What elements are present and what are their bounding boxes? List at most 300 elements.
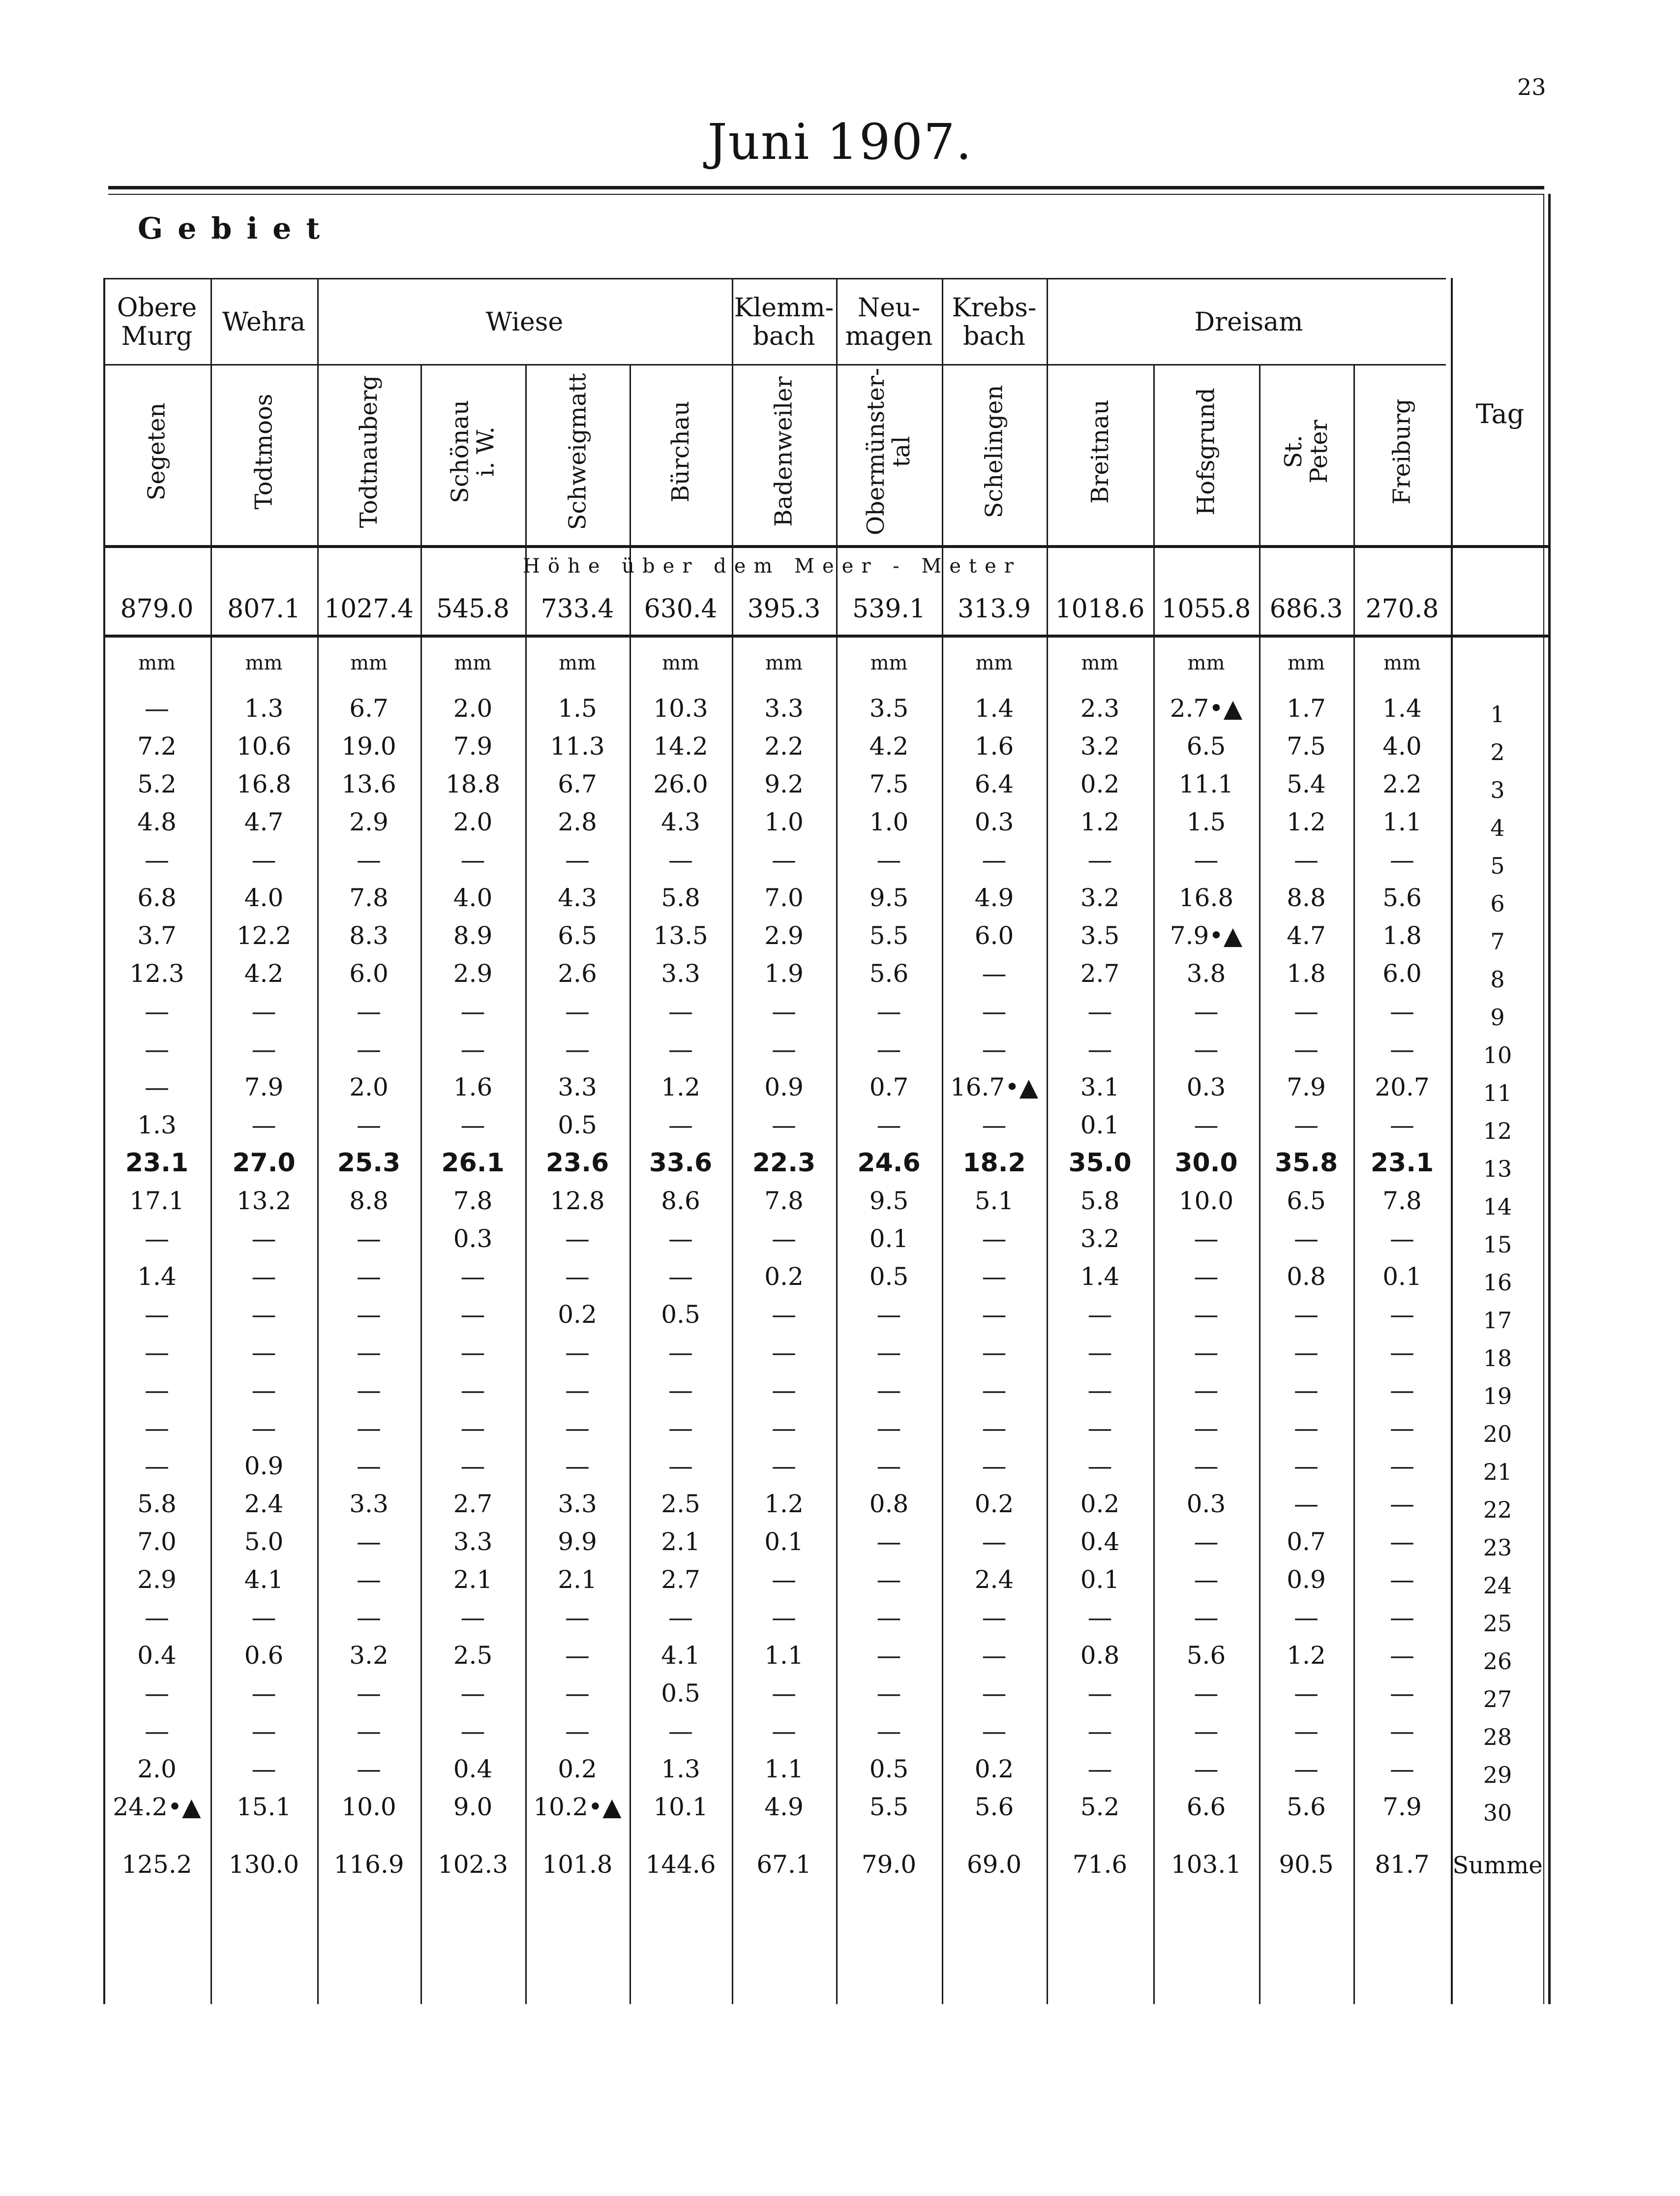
table-cell: — (460, 1035, 485, 1064)
table-cell: 1.1 (1382, 808, 1422, 836)
table-cell: — (357, 1224, 381, 1253)
table-cell: 3.2 (1080, 884, 1120, 912)
table-cell: 4.9 (974, 884, 1014, 912)
day-number: 29 (1483, 1762, 1512, 1788)
table-cell: 1.4 (1382, 694, 1422, 723)
table-cell: 8.8 (1287, 884, 1326, 912)
table-cell: — (357, 1035, 381, 1064)
table-cell: 1.0 (869, 808, 909, 836)
station-header (1353, 366, 1451, 536)
table-cell: 12.3 (129, 959, 184, 988)
table-cell: 1.7 (1287, 694, 1326, 723)
table-cell: 23.1 (1370, 1148, 1434, 1178)
table-cell: — (251, 1262, 276, 1291)
table-cell: — (668, 1111, 693, 1139)
table-cell: — (668, 1414, 693, 1442)
table-cell: 4.3 (661, 808, 700, 836)
group-underline (103, 364, 1446, 366)
table-cell: 10.1 (653, 1793, 708, 1821)
day-number: 8 (1490, 966, 1505, 993)
table-cell: 3.2 (1080, 1224, 1120, 1253)
table-cell: — (145, 1452, 169, 1480)
table-cell: 2.2 (1382, 770, 1422, 798)
table-cell: 9.5 (869, 884, 909, 912)
table-cell: — (1390, 1300, 1414, 1329)
table-cell: — (251, 1755, 276, 1783)
table-cell: — (1194, 1224, 1219, 1253)
table-cell: 5.0 (244, 1527, 284, 1556)
table-cell: — (1390, 1376, 1414, 1404)
table-cell: 11.3 (550, 732, 605, 761)
table-cell: — (1390, 1490, 1414, 1518)
station-header (525, 366, 630, 536)
station-name: Schönau i. W. (446, 399, 500, 503)
table-cell: 1.2 (1080, 808, 1120, 836)
day-number: 28 (1483, 1724, 1512, 1750)
table-cell: — (145, 1376, 169, 1404)
table-cell: 2.9 (349, 808, 389, 836)
total-cell: 125.2 (121, 1850, 192, 1879)
table-cell: 5.6 (1186, 1641, 1226, 1670)
total-cell: 101.8 (542, 1850, 613, 1879)
day-number: 17 (1483, 1307, 1512, 1334)
table-cell: — (251, 1338, 276, 1367)
table-cell: — (565, 1338, 590, 1367)
table-cell: — (1390, 997, 1414, 1026)
station-name: Hofsgrund (1192, 387, 1220, 516)
day-number: 5 (1490, 853, 1505, 879)
table-cell: 6.0 (974, 921, 1014, 950)
table-cell: — (1294, 1679, 1319, 1708)
table-cell: 9.2 (764, 770, 804, 798)
table-cell: 1.4 (1080, 1262, 1120, 1291)
table-cell: — (145, 1679, 169, 1708)
table-cell: 35.0 (1068, 1148, 1132, 1178)
table-cell: — (1194, 1111, 1219, 1139)
elevation-value: 879.0 (120, 594, 194, 624)
table-cell: — (1194, 1527, 1219, 1556)
station-name: Badenweiler (770, 376, 798, 527)
table-cell: 0.2 (974, 1755, 1014, 1783)
table-cell: 4.7 (244, 808, 284, 836)
table-cell: — (1294, 997, 1319, 1026)
table-cell: 5.4 (1287, 770, 1326, 798)
table-cell: — (982, 1035, 1007, 1064)
table-cell: — (251, 1111, 276, 1139)
table-cell: — (876, 1641, 901, 1670)
stations-underline (103, 545, 1549, 548)
table-cell: 26.0 (653, 770, 708, 798)
table-cell: — (565, 1679, 590, 1708)
table-cell: — (1294, 1717, 1319, 1745)
table-cell: — (251, 1376, 276, 1404)
table-cell: — (251, 1035, 276, 1064)
day-number: 10 (1483, 1042, 1512, 1068)
table-cell: — (982, 1338, 1007, 1367)
table-cell: — (668, 1452, 693, 1480)
table-cell: 10.3 (653, 694, 708, 723)
table-cell: — (251, 1717, 276, 1745)
page-number: 23 (1517, 74, 1546, 100)
table-cell: — (772, 1035, 796, 1064)
table-cell: — (1294, 1414, 1319, 1442)
table-cell: — (460, 1300, 485, 1329)
table-cell: 1.2 (661, 1073, 700, 1101)
station-name: Segeten (143, 402, 171, 501)
station-header (103, 366, 210, 536)
table-cell: — (982, 1641, 1007, 1670)
station-header (317, 366, 420, 536)
table-cell: — (772, 1224, 796, 1253)
table-cell: — (982, 1527, 1007, 1556)
table-cell: — (1194, 1603, 1219, 1632)
table-cell: 0.4 (1080, 1527, 1120, 1556)
table-cell: — (668, 846, 693, 874)
table-cell: 5.6 (974, 1793, 1014, 1821)
day-number: 9 (1490, 1004, 1505, 1031)
table-cell: 5.6 (1287, 1793, 1326, 1821)
day-number: 1 (1490, 701, 1505, 728)
table-cell: 2.2 (764, 732, 804, 761)
total-cell: 90.5 (1279, 1850, 1334, 1879)
day-number: 12 (1483, 1118, 1512, 1144)
table-cell: 0.2 (558, 1755, 597, 1783)
table-cell: 3.3 (453, 1527, 493, 1556)
table-cell: — (145, 997, 169, 1026)
table-cell: 1.5 (1186, 808, 1226, 836)
unit-label: mm (1383, 652, 1421, 674)
table-cell: 2.7 (1080, 959, 1120, 988)
table-cell: 0.2 (1080, 770, 1120, 798)
table-cell: — (668, 1224, 693, 1253)
unit-label: mm (454, 652, 492, 674)
table-cell: — (1294, 1224, 1319, 1253)
table-cell: — (357, 1414, 381, 1442)
total-cell: 102.3 (437, 1850, 509, 1879)
day-number: 22 (1483, 1496, 1512, 1523)
table-cell: 17.1 (129, 1187, 184, 1215)
table-cell: — (251, 1603, 276, 1632)
table-cell: 4.0 (244, 884, 284, 912)
table-cell: 2.5 (453, 1641, 493, 1670)
table-cell: — (876, 1565, 901, 1594)
table-cell: — (460, 1338, 485, 1367)
station-header (732, 366, 836, 536)
total-cell: 144.6 (645, 1850, 716, 1879)
day-number: 27 (1483, 1686, 1512, 1712)
table-cell: 1.9 (764, 959, 804, 988)
table-cell: — (772, 1111, 796, 1139)
table-cell: — (357, 1111, 381, 1139)
table-cell: 2.0 (453, 808, 493, 836)
table-cell: 19.0 (341, 732, 396, 761)
table-cell: — (357, 1338, 381, 1367)
page-title: Juni 1907. (707, 113, 973, 171)
station-header (210, 366, 317, 536)
day-number: 26 (1483, 1648, 1512, 1675)
table-cell: 23.1 (125, 1148, 189, 1178)
group-header: Krebs- bach (952, 293, 1037, 351)
table-cell: 0.3 (453, 1224, 493, 1253)
table-cell: — (1087, 1717, 1112, 1745)
table-cell: 8.3 (349, 921, 389, 950)
table-cell: — (1294, 1300, 1319, 1329)
table-cell: 2.4 (974, 1565, 1014, 1594)
table-cell: — (565, 846, 590, 874)
table-cell: — (1087, 1755, 1112, 1783)
elevation-underline (103, 635, 1549, 638)
table-cell: 24.6 (857, 1148, 921, 1178)
table-cell: — (1294, 1490, 1319, 1518)
table-cell: — (1087, 1414, 1112, 1442)
station-header (1259, 366, 1353, 536)
gebiet-underline (103, 278, 1446, 279)
unit-label: mm (975, 652, 1013, 674)
station-header (1047, 366, 1153, 536)
table-cell: — (1087, 846, 1112, 874)
table-cell: — (1194, 997, 1219, 1026)
station-name: Todtmoos (250, 393, 278, 510)
table-cell: — (772, 1565, 796, 1594)
table-cell: 6.4 (974, 770, 1014, 798)
table-cell: — (565, 1224, 590, 1253)
day-number: 2 (1490, 739, 1505, 765)
table-cell: — (1087, 1679, 1112, 1708)
table-cell: 9.9 (558, 1527, 597, 1556)
table-cell: — (982, 1679, 1007, 1708)
table-cell: — (772, 1414, 796, 1442)
table-cell: — (876, 1717, 901, 1745)
table-cell: 5.6 (869, 959, 909, 988)
table-cell: 0.4 (453, 1755, 493, 1783)
table-cell: 5.1 (974, 1187, 1014, 1215)
table-cell: 1.6 (453, 1073, 493, 1101)
table-cell: 7.9 (1287, 1073, 1326, 1101)
table-cell: 0.1 (1382, 1262, 1422, 1291)
elevation-value: 270.8 (1365, 594, 1439, 624)
top-rule-thin (108, 194, 1544, 195)
table-cell: — (357, 1376, 381, 1404)
table-cell: — (876, 1035, 901, 1064)
table-cell: — (1087, 1338, 1112, 1367)
day-number: 20 (1483, 1421, 1512, 1447)
station-name: Schweigmatt (564, 373, 591, 530)
table-cell: — (1087, 1603, 1112, 1632)
table-cell: 1.5 (558, 694, 597, 723)
table-cell: 23.6 (545, 1148, 609, 1178)
table-cell: 6.8 (137, 884, 177, 912)
table-cell: — (1194, 1755, 1219, 1783)
table-cell: 4.2 (869, 732, 909, 761)
table-cell: — (251, 1679, 276, 1708)
table-cell: 2.9 (453, 959, 493, 988)
table-cell: 1.2 (1287, 1641, 1326, 1670)
table-cell: 27.0 (232, 1148, 296, 1178)
table-cell: — (1194, 1300, 1219, 1329)
table-cell: 0.3 (974, 808, 1014, 836)
station-header (836, 366, 942, 536)
table-cell: — (1194, 1452, 1219, 1480)
table-cell: 0.1 (1080, 1565, 1120, 1594)
table-cell: — (357, 1527, 381, 1556)
table-cell: 25.3 (337, 1148, 401, 1178)
table-cell: — (145, 1603, 169, 1632)
table-cell: — (460, 1262, 485, 1291)
table-cell: — (772, 1452, 796, 1480)
table-cell: — (1194, 1262, 1219, 1291)
group-header: Dreisam (1194, 307, 1303, 337)
table-cell: — (460, 846, 485, 874)
table-cell: — (1390, 1111, 1414, 1139)
table-cell: 0.2 (1080, 1490, 1120, 1518)
table-cell: 0.5 (869, 1755, 909, 1783)
table-cell: — (876, 1376, 901, 1404)
table-cell: 4.8 (137, 808, 177, 836)
day-number: 30 (1483, 1800, 1512, 1826)
table-cell: 0.8 (1287, 1262, 1326, 1291)
table-cell: — (1390, 1527, 1414, 1556)
table-cell: — (772, 1376, 796, 1404)
table-cell: — (982, 1111, 1007, 1139)
table-cell: — (460, 1717, 485, 1745)
table-cell: — (565, 997, 590, 1026)
elevation-value: 1018.6 (1055, 594, 1145, 624)
group-header: Obere Murg (117, 293, 197, 351)
table-cell: — (565, 1035, 590, 1064)
table-cell: 4.1 (244, 1565, 284, 1594)
table-cell: — (1087, 1300, 1112, 1329)
table-cell: 2.7 (661, 1565, 700, 1594)
station-header (1153, 366, 1259, 536)
table-cell: 0.2 (558, 1300, 597, 1329)
total-cell: 67.1 (756, 1850, 811, 1879)
day-number: 21 (1483, 1459, 1512, 1485)
table-cell: 2.0 (349, 1073, 389, 1101)
table-cell: — (357, 1603, 381, 1632)
table-cell: 7.5 (1287, 732, 1326, 761)
day-number: 24 (1483, 1572, 1512, 1599)
table-cell: 1.3 (137, 1111, 177, 1139)
table-cell: 3.3 (661, 959, 700, 988)
table-cell: — (1390, 1679, 1414, 1708)
total-cell: 103.1 (1170, 1850, 1242, 1879)
table-cell: — (357, 1452, 381, 1480)
table-cell: 0.9 (1287, 1565, 1326, 1594)
table-cell: 10.6 (236, 732, 292, 761)
elevation-value: 545.8 (436, 594, 510, 624)
table-cell: — (1390, 1452, 1414, 1480)
table-cell: 0.5 (661, 1679, 700, 1708)
table-cell: — (460, 1414, 485, 1442)
table-cell: — (1390, 1224, 1414, 1253)
unit-label: mm (765, 652, 803, 674)
area-label: Gebiet (138, 212, 335, 246)
table-cell: 1.4 (974, 694, 1014, 723)
table-cell: 7.0 (137, 1527, 177, 1556)
table-cell: — (982, 959, 1007, 988)
table-cell: 2.0 (453, 694, 493, 723)
total-cell: 116.9 (333, 1850, 404, 1879)
table-cell: 2.7 (453, 1490, 493, 1518)
table-cell: 0.3 (1186, 1490, 1226, 1518)
table-cell: — (772, 1717, 796, 1745)
table-cell: — (982, 1414, 1007, 1442)
table-cell: — (772, 1603, 796, 1632)
table-cell: — (1194, 1414, 1219, 1442)
elevation-value: 630.4 (644, 594, 718, 624)
table-cell: 1.3 (661, 1755, 700, 1783)
station-name: Todtnauberg (355, 375, 383, 528)
table-cell: 30.0 (1174, 1148, 1238, 1178)
station-name: St. Peter (1280, 419, 1333, 484)
table-cell: — (565, 1414, 590, 1442)
table-cell: — (1390, 1755, 1414, 1783)
table-cell: 3.3 (558, 1073, 597, 1101)
table-cell: 3.3 (764, 694, 804, 723)
table-cell: 0.3 (1186, 1073, 1226, 1101)
table-cell: — (460, 1679, 485, 1708)
table-cell: 24.2•▲ (113, 1793, 201, 1821)
table-cell: 6.0 (349, 959, 389, 988)
table-cell: — (876, 1603, 901, 1632)
table-cell: — (1294, 1755, 1319, 1783)
table-cell: — (1194, 1338, 1219, 1367)
table-cell: 6.0 (1382, 959, 1422, 988)
table-cell: — (251, 846, 276, 874)
table-cell: — (460, 1111, 485, 1139)
table-cell: — (357, 1565, 381, 1594)
table-cell: 5.6 (1382, 884, 1422, 912)
table-cell: 2.1 (453, 1565, 493, 1594)
table-cell: 4.9 (764, 1793, 804, 1821)
table-cell: — (982, 846, 1007, 874)
table-cell: — (876, 997, 901, 1026)
table-cell: 2.6 (558, 959, 597, 988)
table-cell: 35.8 (1274, 1148, 1338, 1178)
table-cell: — (357, 846, 381, 874)
table-cell: — (251, 1224, 276, 1253)
day-number: 3 (1490, 777, 1505, 803)
table-cell: — (251, 1414, 276, 1442)
table-cell: 26.1 (441, 1148, 505, 1178)
table-cell: 14.2 (653, 732, 708, 761)
table-cell: — (772, 1338, 796, 1367)
table-cell: 3.5 (1080, 921, 1120, 950)
table-cell: — (251, 997, 276, 1026)
table-cell: 10.0 (341, 1793, 396, 1821)
table-cell: — (357, 1717, 381, 1745)
table-cell: 3.7 (137, 921, 177, 950)
table-cell: — (876, 1338, 901, 1367)
table-cell: 33.6 (649, 1148, 713, 1178)
table-cell: 7.8 (453, 1187, 493, 1215)
top-rule (108, 186, 1544, 189)
table-cell: 20.7 (1375, 1073, 1430, 1101)
day-number: 7 (1490, 928, 1505, 955)
station-name: Freiburg (1388, 398, 1416, 505)
table-cell: 0.7 (1287, 1527, 1326, 1556)
table-cell: 7.9 (244, 1073, 284, 1101)
table-cell: — (876, 1527, 901, 1556)
elevation-value: 686.3 (1269, 594, 1343, 624)
table-cell: 2.7•▲ (1170, 694, 1243, 723)
table-cell: 5.8 (137, 1490, 177, 1518)
table-cell: — (1194, 1035, 1219, 1064)
table-cell: 0.8 (869, 1490, 909, 1518)
table-cell: 22.3 (752, 1148, 816, 1178)
table-cell: — (145, 1224, 169, 1253)
elevation-value: 539.1 (852, 594, 926, 624)
